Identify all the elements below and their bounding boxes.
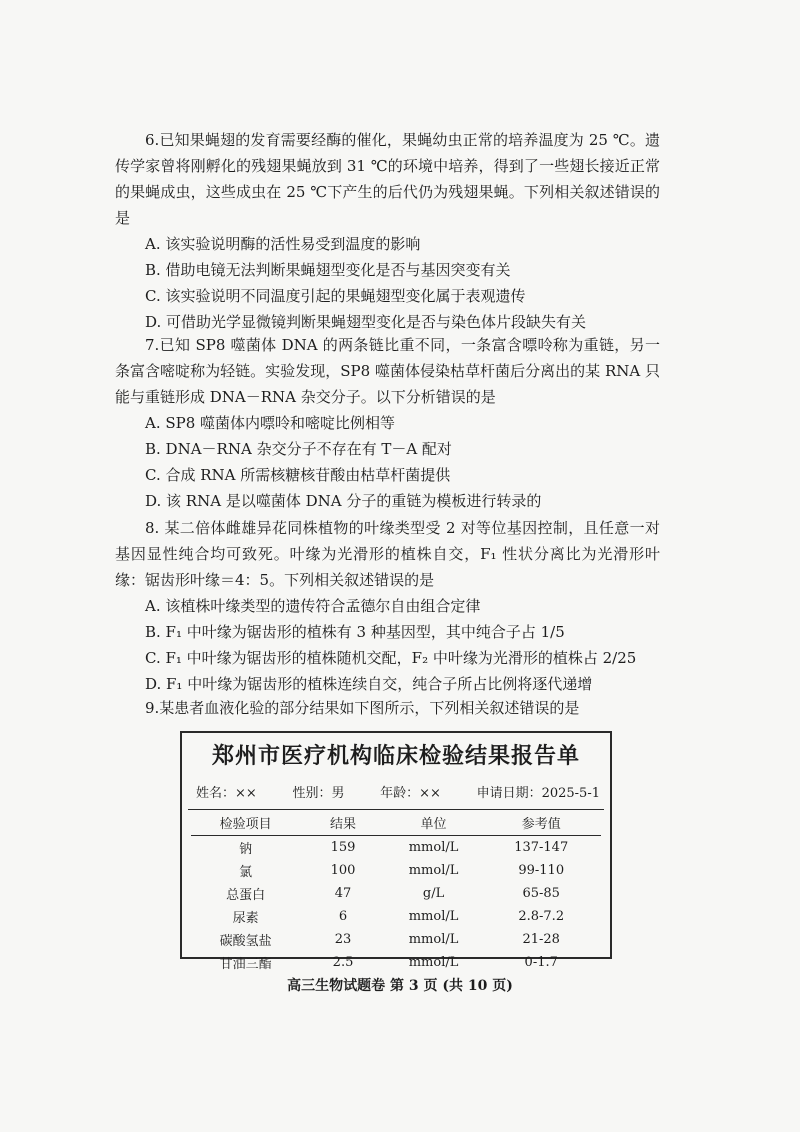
cell-result: 47 [334, 886, 352, 901]
cell-unit: mmol/L [408, 955, 459, 970]
option-c: C. 该实验说明不同温度引起的果蝇翅型变化属于表观遗传 [145, 287, 526, 305]
cell-item: 钠 [239, 842, 253, 857]
cell-reference: 99-110 [518, 863, 565, 878]
cell-item: 尿素 [232, 911, 259, 926]
header-result: 结果 [300, 810, 385, 836]
cell-reference: 65-85 [522, 886, 560, 901]
question-stem: 8. 某二倍体雌雄异花同株植物的叶缘类型受 2 对等位基因控制，且任意一对基因显性纯合均可致死。叶缘为光滑形的植株自交，F₁ 性状分离比为光滑形叶缘：锯齿形叶缘＝4：5。下列相关叙述错误的是 [115, 519, 660, 589]
question-9 [115, 695, 660, 721]
page-footer: 高三生物试题卷 第 3 页 (共 10 页) [287, 978, 513, 994]
report-meta [196, 782, 600, 801]
option-a: A. SP8 噬菌体内嘌呤和嘧啶比例相等 [145, 414, 396, 432]
option-d: D. 可借助光学显微镜判断果蝇翅型变化是否与染色体片段缺失有关 [145, 313, 587, 331]
table-row [191, 905, 601, 928]
table-header-row [191, 810, 601, 836]
cell-unit: mmol/L [408, 909, 459, 924]
option-b: B. F₁ 中叶缘为锯齿形的植株有 3 种基因型，其中纯合子占 1/5 [145, 623, 565, 641]
cell-unit: mmol/L [408, 863, 459, 878]
table-row [191, 951, 601, 974]
table-row [191, 928, 601, 951]
table-row [191, 859, 601, 882]
header-item: 检验项目 [191, 810, 300, 836]
cell-result: 100 [330, 863, 356, 878]
cell-unit: mmol/L [408, 840, 459, 855]
cell-reference: 137-147 [514, 840, 569, 855]
results-table [191, 810, 601, 974]
patient-age: 年龄：×× [380, 786, 441, 801]
question-6 [115, 127, 660, 335]
option-d: D. F₁ 中叶缘为锯齿形的植株连续自交，纯合子所占比例将逐代递增 [145, 675, 593, 693]
question-stem: 9.某患者血液化验的部分结果如下图所示，下列相关叙述错误的是 [145, 699, 580, 717]
cell-result: 6 [338, 909, 348, 924]
patient-name: 姓名：×× [196, 786, 257, 801]
report-title: 郑州市医疗机构临床检验结果报告单 [211, 744, 580, 769]
cell-item: 氯 [239, 865, 253, 880]
question-stem: 6.已知果蝇翅的发育需要经酶的催化，果蝇幼虫正常的培养温度为 25 ℃。遗传学家曾将刚孵化的残翅果蝇放到 31 ℃的环境中培养，得到了一些翅长接近正常的果蝇成虫，这些成虫在 25 ℃下产生的后代仍为残翅果蝇。下列相关叙述错误的是 [115, 131, 660, 227]
cell-item: 碳酸氢盐 [219, 934, 272, 949]
header-unit: 单位 [386, 810, 482, 836]
cell-item: 甘油三酯 [219, 957, 272, 972]
cell-item: 总蛋白 [226, 888, 266, 903]
cell-result: 23 [334, 932, 352, 947]
option-d: D. 该 RNA 是以噬菌体 DNA 分子的重链为模板进行转录的 [145, 492, 542, 510]
option-b: B. 借助电镜无法判断果蝇翅型变化是否与基因突变有关 [145, 261, 511, 279]
cell-reference: 2.8-7.2 [518, 909, 565, 924]
option-a: A. 该实验说明酶的活性易受到温度的影响 [145, 235, 421, 253]
cell-unit: g/L [422, 886, 445, 901]
cell-result: 159 [330, 840, 356, 855]
option-c: C. F₁ 中叶缘为锯齿形的植株随机交配，F₂ 中叶缘为光滑形的植株占 2/25 [145, 649, 637, 667]
question-8 [115, 515, 660, 697]
question-stem: 7.已知 SP8 噬菌体 DNA 的两条链比重不同，一条富含嘌呤称为重链，另一条富含嘧啶称为轻链。实验发现，SP8 噬菌体侵染枯草杆菌后分离出的某 RNA 只能与重链形成 DNA－RNA 杂交分子。以下分析错误的是 [115, 336, 660, 406]
cell-unit: mmol/L [408, 932, 459, 947]
request-date: 申请日期：2025-5-1 [476, 786, 600, 801]
patient-gender: 性别：男 [292, 786, 345, 801]
option-b: B. DNA－RNA 杂交分子不存在有 T－A 配对 [145, 440, 452, 458]
cell-reference: 21-28 [522, 932, 560, 947]
lab-report [180, 731, 612, 972]
question-7 [115, 332, 660, 514]
table-row [191, 882, 601, 905]
option-c: C. 合成 RNA 所需核糖核苷酸由枯草杆菌提供 [145, 466, 451, 484]
cell-reference: 0-1.7 [524, 955, 558, 970]
header-reference: 参考值 [481, 810, 601, 836]
table-row [191, 836, 601, 860]
option-a: A. 该植株叶缘类型的遗传符合孟德尔自由组合定律 [145, 597, 481, 615]
cell-result: 2.5 [332, 955, 354, 970]
